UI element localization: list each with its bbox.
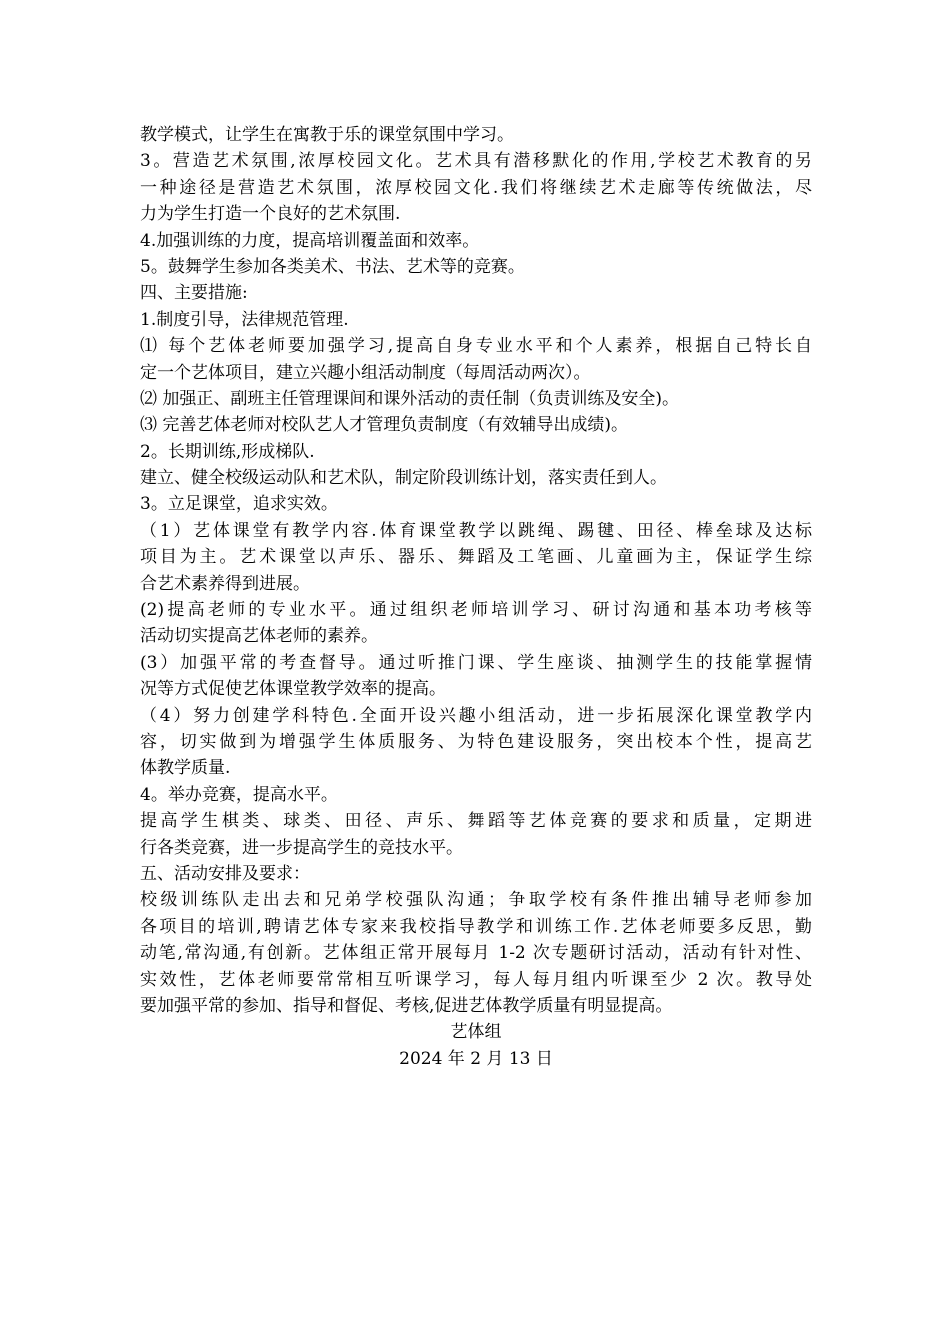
text-line: 项目为主。艺术课堂以声乐、器乐、舞蹈及工笔画、儿童画为主，保证学生综 [140,547,812,568]
document-page [140,122,812,1072]
text-line: （1）艺体课堂有教学内容.体育课堂教学以跳绳、踢毽、田径、棒垒球及达标 [140,520,812,541]
text-line: 4.加强训练的力度，提高培训覆盖面和效率。 [140,230,480,251]
text-line: 行各类竞赛，进一步提高学生的竞技水平。 [140,837,463,858]
text-line: 体教学质量. [140,758,231,779]
text-line: 定一个艺体项目，建立兴趣小组活动制度（每周活动两次）。 [140,362,591,383]
text-line: ⑴ 每个艺体老师要加强学习,提高自身专业水平和个人素养，根据自己特长自 [140,336,812,357]
text-line: 一种途径是营造艺术氛围，浓厚校园文化.我们将继续艺术走廊等传统做法，尽 [140,177,812,198]
section-heading: 四、主要措施: [140,283,248,304]
text-line: 要加强平常的参加、指导和督促、考核,促进艺体教学质量有明显提高。 [140,995,673,1016]
text-line: 校级训练队走出去和兄弟学校强队沟通；争取学校有条件推出辅导老师参加 [140,890,812,911]
text-line: 动笔,常沟通,有创新。艺体组正常开展每月 1-2 次专题研讨活动，活动有针对性、 [140,943,812,964]
text-line: 4。举办竞赛，提高水平。 [140,784,338,805]
text-line: 3。立足课堂，追求实效。 [140,494,338,515]
text-line: ⑶ 完善艺体老师对校队艺人才管理负责制度（有效辅导出成绩)。 [140,415,629,436]
text-line: 提高学生棋类、球类、田径、声乐、舞蹈等艺体竞赛的要求和质量，定期进 [140,811,812,832]
text-line: (2)提高老师的专业水平。通过组织老师培训学习、研讨沟通和基本功考核等 [140,600,812,621]
signature-group: 艺体组 [450,1022,502,1043]
text-line: 力为学生打造一个良好的艺术氛围. [140,204,401,225]
text-line: 容，切实做到为增强学生体质服务、为特色建设服务，突出校本个性，提高艺 [140,731,812,752]
text-line: 况等方式促使艺体课堂教学效率的提高。 [140,679,446,700]
text-line: ⑵ 加强正、副班主任管理课间和课外活动的责任制（负责训练及安全)。 [140,388,680,409]
text-line: 合艺术素养得到进展。 [140,573,310,594]
signature-date: 2024 年 2 月 13 日 [399,1048,553,1069]
text-line: 教学模式，让学生在寓教于乐的课堂氛围中学习。 [140,125,514,145]
text-line: （4）努力创建学科特色.全面开设兴趣小组活动，进一步拓展深化课堂教学内 [140,705,812,726]
text-line: 2。长期训练,形成梯队. [140,441,315,462]
text-line: 5。鼓舞学生参加各类美术、书法、艺术等的竞赛。 [140,256,525,277]
text-line: 1.制度引导，法律规范管理. [140,309,349,330]
text-line: 活动切实提高艺体老师的素养。 [140,626,378,647]
text-line: (3）加强平常的考查督导。通过听推门课、学生座谈、抽测学生的技能掌握情 [140,652,812,673]
text-line: 建立、健全校级运动队和艺术队，制定阶段训练计划，落实责任到人。 [140,468,667,489]
text-line: 各项目的培训,聘请艺体专家来我校指导教学和训练工作.艺体老师要多反思，勤 [140,916,812,937]
text-line: 实效性，艺体老师要常常相互听课学习，每人每月组内听课至少 2 次。教导处 [140,969,812,990]
text-line: 3。营造艺术氛围,浓厚校园文化。艺术具有潜移默化的作用,学校艺术教育的另 [140,151,812,172]
section-heading: 五、活动安排及要求： [140,863,310,884]
